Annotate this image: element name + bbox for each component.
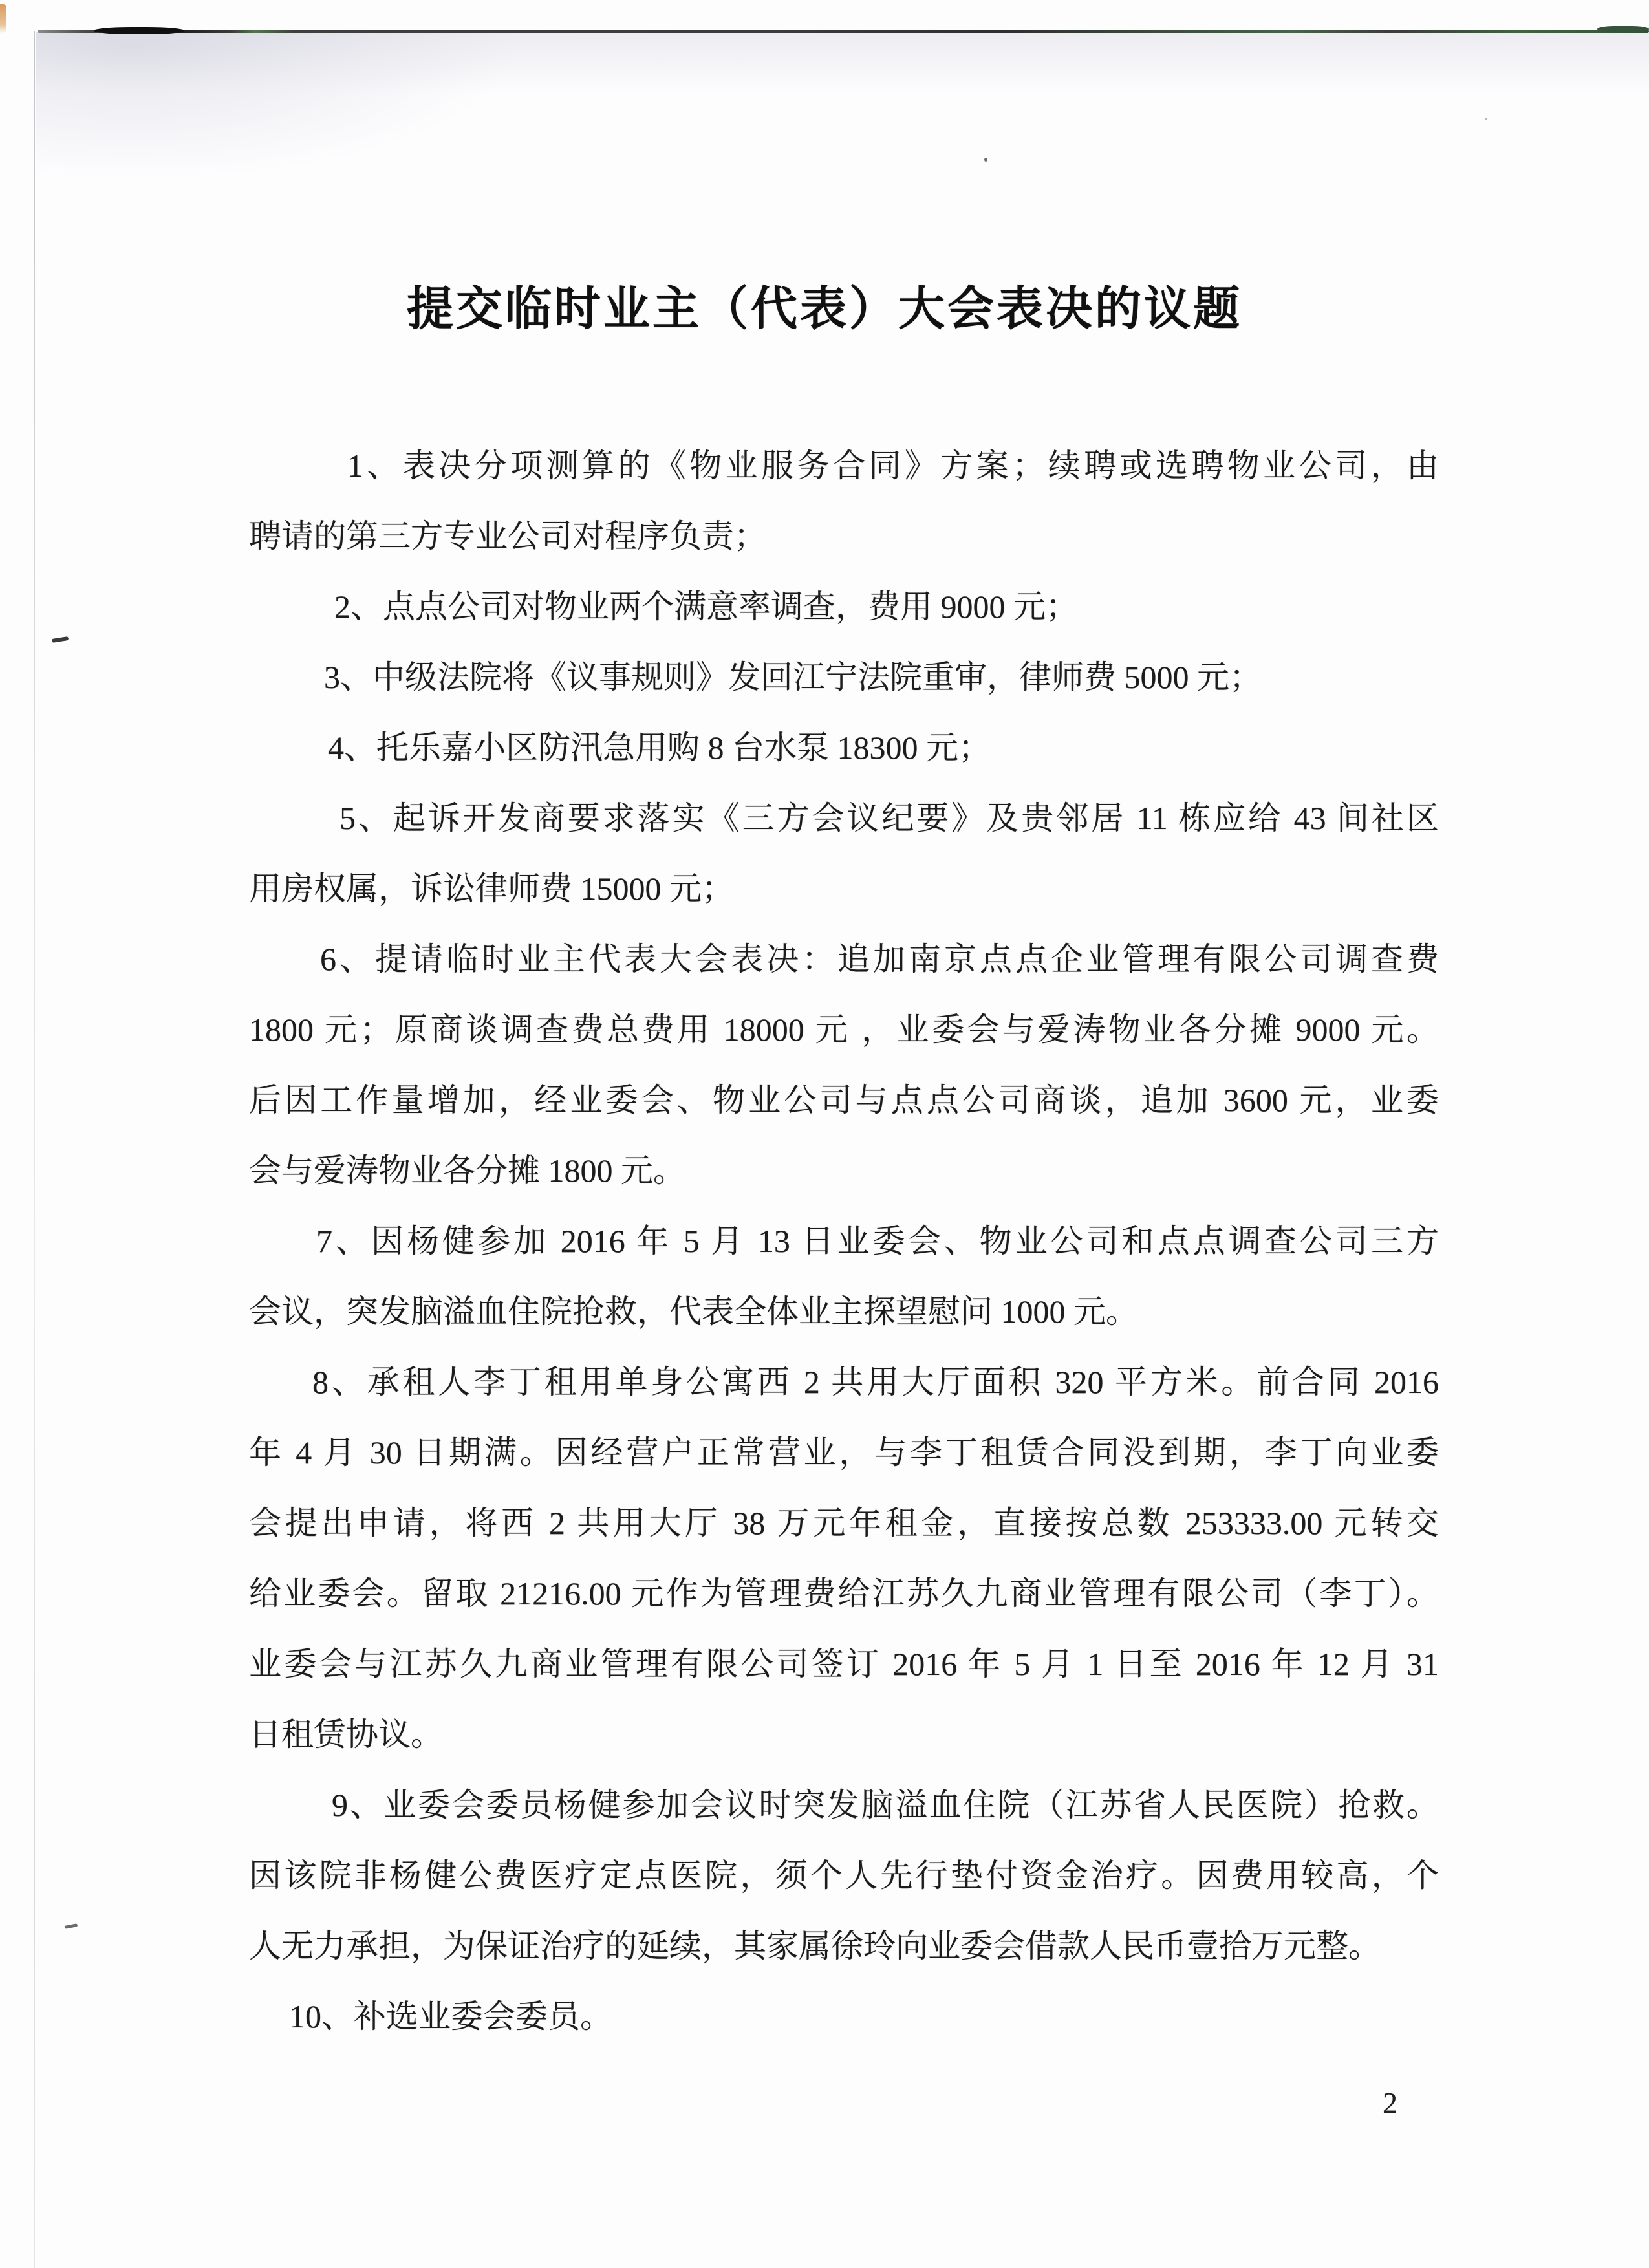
text-line: 6、提请临时业主代表大会表决：追加南京点点企业管理有限公司调查费 [320,941,1439,977]
paragraph [249,642,1439,713]
scan-noise-left [36,32,521,181]
text-line: 7、因杨健参加 2016 年 5 月 13 日业委会、物业公司和点点调查公司三方 [316,1223,1439,1259]
text-line: 5、起诉开发商要求落实《三方会议纪要》及贵邻居 11 栋应给 43 间社区 [339,800,1439,836]
paragraph [249,572,1439,642]
text-line: 人无力承担，为保证治疗的延续，其家属徐玲向业委会借款人民币壹拾万元整。 [249,1928,1381,1964]
page-top-edge-right-blob [1597,26,1649,32]
document-body [249,431,1439,2052]
scan-speck [984,158,987,162]
margin-dash-mark [65,1923,78,1929]
text-line: 后因工作量增加，经业委会、物业公司与点点公司商谈，追加 3600 元，业委 [249,1082,1439,1118]
scan-noise-band [36,32,1649,110]
paragraph [249,1206,1439,1347]
text-line: 8、承租人李丁租用单身公寓西 2 共用大厅面积 320 平方米。前合同 2016 [312,1364,1439,1400]
scan-speck [1485,118,1487,120]
text-line: 2、点点公司对物业两个满意率调查，费用 9000 元； [334,589,1078,625]
paragraph [249,1347,1439,1770]
text-line: 年 4 月 30 日期满。因经营户正常营业，与李丁租赁合同没到期，李丁向业委 [249,1434,1439,1471]
text-line: 会与爱涛物业各分摊 1800 元。 [249,1152,685,1189]
paragraph [249,713,1439,783]
corner-orange-speck [0,4,6,34]
paragraph [249,1770,1439,1982]
text-line: 会提出申请，将西 2 共用大厅 38 万元年租金，直接按总数 253333.00 元转交 [249,1505,1439,1541]
paragraph [249,1982,1439,2052]
paragraph [249,783,1439,924]
text-line: 用房权属，诉讼律师费 15000 元； [249,870,734,907]
text-line: 1800 元；原商谈调查费总费用 18000 元 ，业委会与爱涛物业各分摊 9000 元。 [249,1011,1439,1048]
text-line: 4、托乐嘉小区防汛急用购 8 台水泵 18300 元； [328,729,991,766]
text-line: 10、补选业委会委员。 [289,1998,612,2035]
text-line: 日租赁协议。 [249,1716,443,1753]
margin-dash-mark [52,636,69,643]
page-top-edge-blob [94,27,184,34]
page-left-edge-line [34,31,35,2268]
text-line: 3、中级法院将《议事规则》发回江宁法院重审，律师费 5000 元； [324,659,1262,695]
paragraph [249,924,1439,1206]
document-title: 提交临时业主（代表）大会表决的议题 [406,283,1242,335]
text-line: 聘请的第三方专业公司对程序负责； [249,518,766,554]
text-line: 给业委会。留取 21216.00 元作为管理费给江苏久九商业管理有限公司（李丁）。 [249,1575,1439,1612]
text-line: 业委会与江苏久九商业管理有限公司签订 2016 年 5 月 1 日至 2016 年 12 月 31 [249,1646,1439,1682]
text-line: 因该院非杨健公费医疗定点医院，须个人先行垫付资金治疗。因费用较高，个 [249,1857,1439,1894]
page-number: 2 [1383,2086,1397,2119]
text-line: 1、表决分项测算的《物业服务合同》方案；续聘或选聘物业公司，由 [347,448,1439,484]
page-top-edge-line [38,30,1649,33]
text-line: 9、业委会委员杨健参加会议时突发脑溢血住院（江苏省人民医院）抢救。 [332,1787,1439,1823]
text-line: 会议，突发脑溢血住院抢救，代表全体业主探望慰问 1000 元。 [249,1293,1138,1330]
paragraph [249,431,1439,572]
